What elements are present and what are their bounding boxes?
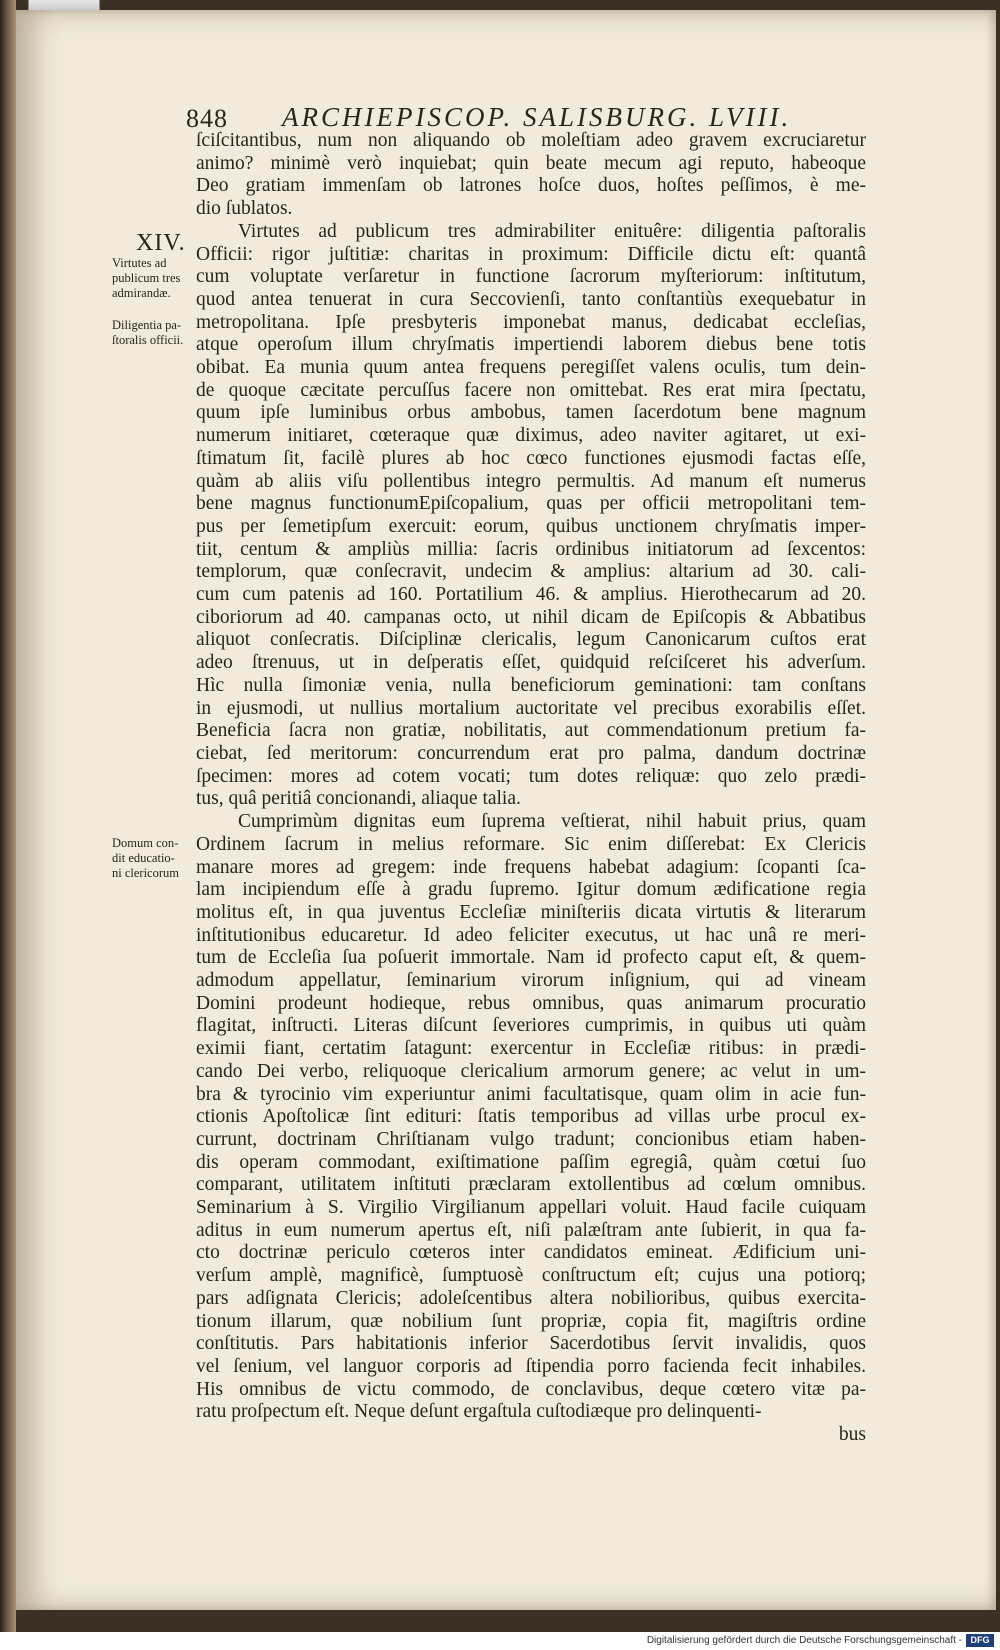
text-line: cum cum patenis ad 160. Portatilium 46. & amplius. Hierothecarum ad 20.	[196, 584, 866, 606]
text-line: manare mores ad gregem: inde frequens habebat adagium: ſcopanti ſca-	[196, 856, 866, 878]
text-line: ſpecimen: mores ad cotem vocati; tum dotes reliquæ: quo zelo prædi-	[196, 765, 866, 787]
text-line: inſtitutionibus educaretur. Id adeo feliciter executus, ut hac unâ re meri-	[196, 924, 866, 946]
text-line: currunt, doctrinam Chriſtianam vulgo tradunt; concionibus etiam haben-	[196, 1128, 866, 1150]
funding-credit: Digitalisierung gefördert durch die Deutsche Forschungsgemeinschaft -	[646, 1635, 962, 1646]
text-line: bus	[838, 1424, 866, 1446]
dfg-logo: DFG	[966, 1634, 994, 1647]
text-line: tum de Eccleſia ſua poſuerit immortale. Nam id profecto caput eſt, & quem-	[196, 947, 866, 969]
text-line: pars adſignata Clericis; adoleſcentibus altera nobilioribus, quibus exercita-	[196, 1287, 866, 1309]
text-line: verſum amplè, magnificè, ſumptuosè conſtructum eſt; cujus una potiorq;	[196, 1265, 866, 1287]
text-line: eximii fiant, certatim ſatagunt: exercentur in Eccleſiæ ritibus: in prædi-	[196, 1038, 866, 1060]
text-line: Domini prodeunt hodieque, rebus omnibus, quas animarum procuratio	[196, 992, 866, 1014]
section-number: XIV.	[136, 230, 186, 256]
margin-note-line: dit educatio-	[112, 851, 175, 865]
text-line: Deo gratiam immenſam ob latrones hoſce duos, hoſtes peſſimos, è me-	[196, 175, 866, 197]
margin-note-line: admirandæ.	[112, 286, 171, 300]
text-line: Officii: rigor juſtitiæ: charitas in proximum: Difficile dictu eſt: quantâ	[196, 243, 866, 265]
text-line: vel ſenium, vel languor corporis ad ſtipendia porro facienda fecit inhabiles.	[196, 1355, 866, 1377]
text-line: dis operam commodant, exiſtimatione paſſim egregiâ, quàm cœtui ſuo	[196, 1151, 866, 1173]
text-line: Cumprimùm dignitas eum ſuprema veſtierat, nihil habuit prius, quam	[238, 811, 866, 833]
margin-note-line: Domum con-	[112, 836, 179, 850]
page-number: 848	[186, 104, 228, 133]
text-line: conſtitutis. Pars habitationis inferior Sacerdotibus ſervit invalidis, quos	[196, 1333, 866, 1355]
margin-note-line: Virtutes ad	[112, 256, 167, 270]
text-line: ſciſcitantibus, num non aliquando ob moleſtiam adeo gravem excruciaretur	[196, 130, 866, 151]
text-line: adeo ſtrenuus, ut in deſperatis eſſet, quidquid reſciſceret his adverſum.	[196, 652, 866, 674]
text-line: Beneficia ſacra non gratiæ, nobilitatis, aut commendationum pretium fa-	[196, 720, 866, 742]
margin-note-domum	[112, 836, 196, 881]
text-line: quàm ab aliis viſu pollentibus integro permultis. Ad manum eſt numerus	[196, 470, 866, 492]
text-line: quod antea tenuerat in cura Seccovienſi, tanto conſtantiùs exequebatur in	[196, 288, 866, 310]
margin-note-diligentia	[112, 318, 196, 348]
text-line: ciboriorum ad 40. campanas octo, ut nihil dicam de Epiſcopis & Abbatibus	[196, 606, 866, 628]
text-line: tionum illarum, quæ nobilium ſunt propriæ, copia fit, magiſtris ordine	[196, 1310, 866, 1332]
text-line: pus per ſemetipſum exercuit: eorum, quibus unctionem chryſmatis imper-	[196, 515, 866, 537]
text-line: ratu proſpectum eſt. Neque deſunt ergaſtula cuſtodiæque pro delinquenti-	[196, 1401, 762, 1423]
margin-note-line: publicum tres	[112, 271, 181, 285]
text-line: ciebat, ſed meritorum: concurrendum erat pro palma, dandum doctrinæ	[196, 742, 866, 764]
text-line: bene magnus functionumEpiſcopalium, quas per officii metropolitani tem-	[196, 493, 866, 515]
text-line: animo? minimè verò inquiebat; quin beate mecum agi reputo, habeoque	[196, 152, 866, 174]
margin-note-line: ni clericorum	[112, 866, 179, 880]
text-line: tus, quâ peritiâ concionandi, aliaque talia.	[196, 788, 521, 810]
margin-note-virtutes	[112, 256, 196, 301]
body-text	[196, 130, 866, 1447]
text-line: comparant, utilitatem inſtituti præclaram extollentibus ad cœlum omnibus.	[196, 1174, 866, 1196]
text-line: Hìc nulla ſimoniæ venia, nulla beneficiorum geminationi: tam conſtans	[196, 674, 866, 696]
text-line: cto doctrinæ periculo cœteros inter candidatos emineat. Ædificium uni-	[196, 1242, 866, 1264]
text-line: aditus in eum numerum apertus eſt, niſi palæſtram ante ſubierit, in qua fa-	[196, 1219, 866, 1241]
text-line: bra & tyrocinio vim experiuntur animi facultatisque, quam olim in acie fun-	[196, 1083, 866, 1105]
text-line: Virtutes ad publicum tres admirabiliter enituêre: diligentia paſtoralis	[238, 220, 866, 242]
text-line: flagitat, inſtructi. Literas diſcunt ſeveriores cumprimis, in quibus uti quàm	[196, 1015, 866, 1037]
text-line: His omnibus de victu commodo, de conclavibus, deque cœtero vitæ pa-	[196, 1378, 866, 1400]
text-line: lam incipiendum eſſe à gradu ſupremo. Igitur domum ædificatione regia	[196, 879, 866, 901]
text-line: molitus eſt, in qua juventus Eccleſiæ miniſteriis dicata virtutis & literarum	[196, 901, 866, 923]
text-line: metropolitana. Ipſe presbyteris imponebat manus, dedicabat eccleſias,	[196, 311, 866, 333]
text-line: cando Dei verbo, reliquoque clericalium armorum genere; ac velut in um-	[196, 1060, 866, 1082]
footer-bar	[0, 1632, 1000, 1650]
text-line: aliquot conſecratis. Diſciplinæ clericalis, legum Canonicarum cuſtos erat	[196, 629, 866, 651]
text-line: cum voluptate verſaretur in functione ſacrorum myſteriorum: inſtitutum,	[196, 266, 866, 288]
text-line: ſtimatum ſit, facilè plures ab hoc cœco functiones ejusmodi factas eſſe,	[196, 447, 866, 469]
text-line: in ejusmodi, ut nullius mortalium auctoritate vel precibus exorabilis eſſet.	[196, 697, 866, 719]
text-line: admodum appellatur, ſeminarium virorum inſignium, qui ad vineam	[196, 970, 866, 992]
text-line: ctionis Apoſtolicæ ſint edituri: ſtatis temporibus ad villas urbe procul ex-	[196, 1106, 866, 1128]
text-line: de quoque cæcitate percuſſus facere non omittebat. Res erat mira ſpectatu,	[196, 379, 866, 401]
text-line: atque operoſum illum chryſmatis impertiendi laborem diebus bene totis	[196, 334, 866, 356]
text-line: templorum, quæ conſecravit, undecim & amplius: altarium ad 30. cali-	[196, 561, 866, 583]
text-line: quum ipſe luminibus orbus ambobus, tamen ſacerdotum bene magnum	[196, 402, 866, 424]
text-line: dio ſublatos.	[196, 198, 293, 220]
margin-note-line: Diligentia pa-	[112, 318, 182, 332]
text-line: Seminarium à S. Virgilio Virgilianum appellari voluit. Haud facile cuiquam	[196, 1197, 866, 1219]
text-line: Ordinem ſacrum in melius reformare. Sic enim diſſerebat: Ex Clericis	[196, 833, 866, 855]
text-line: numerum initiaret, cœteraque quæ diximus, adeo naviter agitaret, ut exi-	[196, 425, 866, 447]
book-binding	[0, 0, 16, 1650]
text-line: obibat. Ea munia quum antea frequens peregiſſet valens oculis, tum dein-	[196, 357, 866, 379]
running-title: ARCHIEPISCOP. SALISBURG. LVIII.	[282, 102, 792, 132]
text-line: tiit, centum & ampliùs millia: ſacris ordinibus initiatorum ad ſexcentos:	[196, 538, 866, 560]
margin-note-line: ſtoralis officii.	[112, 333, 184, 347]
